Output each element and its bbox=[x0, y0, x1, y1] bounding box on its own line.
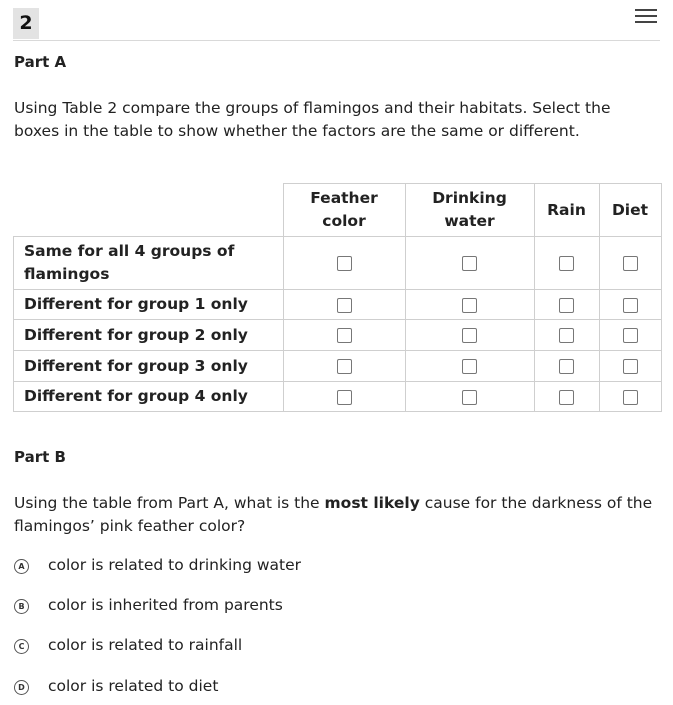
checkbox-group2-feather-color[interactable] bbox=[337, 328, 352, 343]
checkbox-group4-drinking-water[interactable] bbox=[462, 390, 477, 405]
checkbox-group1-drinking-water[interactable] bbox=[462, 298, 477, 313]
option-d-text: color is related to diet bbox=[48, 677, 219, 695]
checkbox-same-rain[interactable] bbox=[559, 256, 574, 271]
table-row bbox=[14, 351, 662, 382]
option-a-radio-icon[interactable]: A bbox=[14, 559, 29, 574]
checkbox-group3-diet[interactable] bbox=[623, 359, 638, 374]
table-corner bbox=[14, 184, 284, 237]
checkbox-group3-feather-color[interactable] bbox=[337, 359, 352, 374]
question-number: 2 bbox=[13, 8, 39, 39]
hamburger-menu-icon[interactable] bbox=[635, 9, 657, 25]
checkbox-group4-diet[interactable] bbox=[623, 390, 638, 405]
column-header-diet: Diet bbox=[599, 184, 661, 237]
option-c-radio-icon[interactable]: C bbox=[14, 639, 29, 654]
table-row bbox=[14, 382, 662, 412]
checkbox-same-drinking-water[interactable] bbox=[462, 256, 477, 271]
option-c-text: color is related to rainfall bbox=[48, 636, 243, 654]
comparison-table bbox=[13, 183, 662, 412]
checkbox-group3-rain[interactable] bbox=[559, 359, 574, 374]
row-label-group-1: Different for group 1 only bbox=[14, 290, 284, 320]
question-header bbox=[13, 0, 660, 41]
option-a-text: color is related to drinking water bbox=[48, 556, 302, 574]
table-header-row bbox=[14, 184, 662, 237]
option-b-text: color is inherited from parents bbox=[48, 596, 283, 614]
column-header-rain: Rain bbox=[534, 184, 599, 237]
checkbox-group1-rain[interactable] bbox=[559, 298, 574, 313]
checkbox-group2-drinking-water[interactable] bbox=[462, 328, 477, 343]
checkbox-same-feather-color[interactable] bbox=[337, 256, 352, 271]
part-b-prompt: Using the table from Part A, what is the most likely cause for the darkness of the flamingos’ pink feather color? bbox=[14, 494, 653, 535]
checkbox-group3-drinking-water[interactable] bbox=[462, 359, 477, 374]
checkbox-group4-rain[interactable] bbox=[559, 390, 574, 405]
checkbox-group2-rain[interactable] bbox=[559, 328, 574, 343]
row-label-group-3: Different for group 3 only bbox=[14, 351, 284, 382]
emphasis-text: most likely bbox=[324, 494, 420, 512]
part-b-heading: Part B bbox=[14, 448, 66, 466]
part-a-prompt: Using Table 2 compare the groups of flamingos and their habitats. Select the boxes in the table to show whether the factors are the same or different. bbox=[14, 99, 611, 140]
column-header-drinking-water: Drinking water bbox=[405, 184, 534, 237]
checkbox-same-diet[interactable] bbox=[623, 256, 638, 271]
row-label-group-4: Different for group 4 only bbox=[14, 382, 284, 412]
table-row bbox=[14, 237, 662, 290]
row-label-same-for-all: Same for all 4 groups of flamingos bbox=[14, 237, 284, 290]
checkbox-group1-feather-color[interactable] bbox=[337, 298, 352, 313]
column-header-feather-color: Feather color bbox=[283, 184, 405, 237]
option-b-radio-icon[interactable]: B bbox=[14, 599, 29, 614]
row-label-group-2: Different for group 2 only bbox=[14, 320, 284, 351]
table-row bbox=[14, 290, 662, 320]
part-a-heading: Part A bbox=[14, 53, 67, 71]
checkbox-group4-feather-color[interactable] bbox=[337, 390, 352, 405]
table-row bbox=[14, 320, 662, 351]
checkbox-group1-diet[interactable] bbox=[623, 298, 638, 313]
checkbox-group2-diet[interactable] bbox=[623, 328, 638, 343]
option-d-radio-icon[interactable]: D bbox=[14, 680, 29, 695]
